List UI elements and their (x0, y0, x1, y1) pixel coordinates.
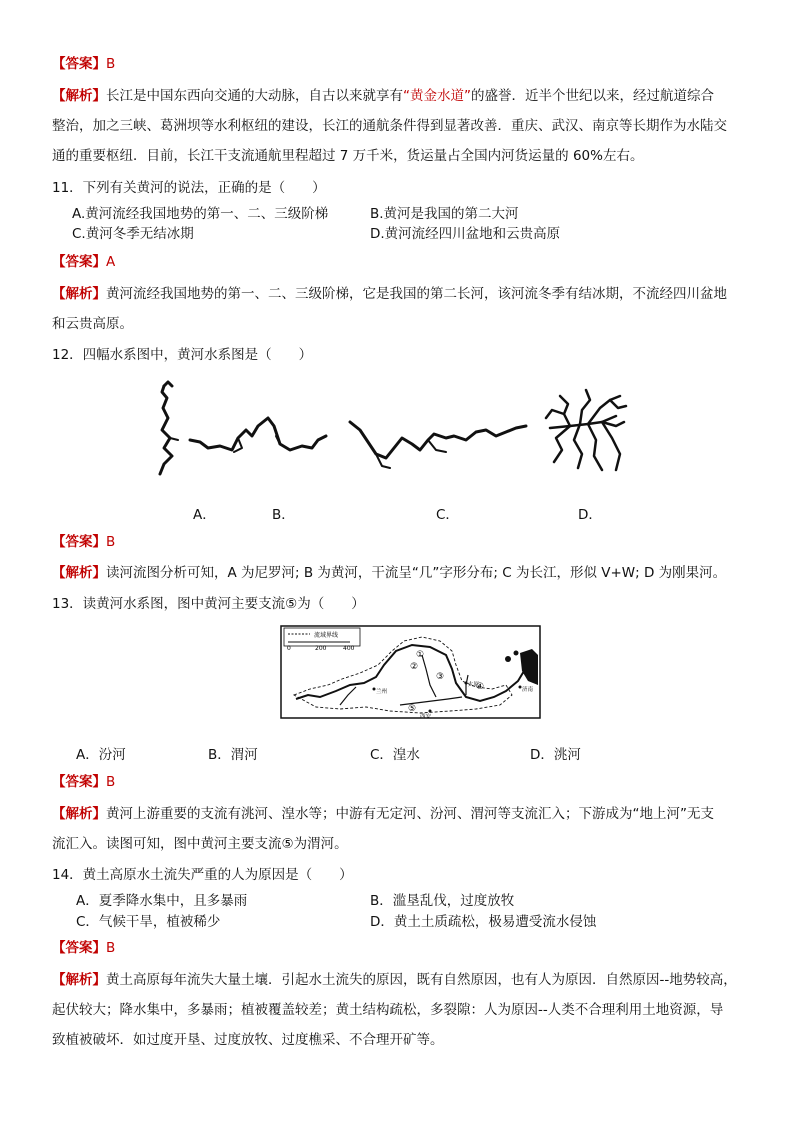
answer-value: B (106, 56, 116, 72)
q11-option-d: D.黄河流经四川盆地和云贵高原 (370, 226, 561, 242)
answer-value: B (106, 774, 116, 790)
scale-200: 200 (315, 645, 327, 652)
river-b-yellow (190, 418, 326, 450)
answer-tag: 【答案】 (52, 56, 106, 72)
q10-analysis-line-3: 通的重要枢纽．目前，长江干支流通航里程超过 7 万千米，货运量占全国内河货运量的 60%左右。 (52, 148, 644, 164)
q12-stem: 12．四幅水系图中，黄河水系图是（ ） (52, 347, 313, 363)
q13-analysis-line-2: 流汇入。读图可知，图中黄河主要支流⑤为渭河。 (52, 836, 348, 852)
answer-tag: 【答案】 (52, 534, 106, 550)
q13-option-b: B．渭河 (208, 747, 258, 763)
q10-answer-line (52, 54, 115, 74)
q14-option-d: D．黄土土质疏松，极易遭受流水侵蚀 (370, 914, 597, 930)
place-lanzhou: 兰州 (376, 689, 388, 695)
analysis-text: 的盛誉．近半个世纪以来，经过航道综合 (471, 88, 714, 104)
analysis-tag: 【解析】 (52, 806, 106, 822)
q11-analysis-line-2: 和云贵高原。 (52, 316, 133, 332)
q14-option-c: C．气候干旱，植被稀少 (76, 914, 221, 930)
place-taiyuan: 太原 (468, 682, 480, 688)
analysis-tag: 【解析】 (52, 286, 106, 302)
analysis-text: 黄河上游重要的支流有洮河、湟水等；中游有无定河、汾河、渭河等支流汇入；下游成为“地上河”无支 (106, 806, 714, 822)
q13-option-c: C．湟水 (370, 747, 420, 763)
marker-3: ③ (436, 672, 445, 682)
analysis-highlight: “黄金水道” (403, 88, 471, 104)
answer-value: B (106, 940, 116, 956)
q14-analysis-line-3: 致植被破坏．如过度开垦、过度放牧、过度樵采、不合理开矿等。 (52, 1032, 444, 1048)
legend-label: 流域界线 (314, 632, 339, 639)
q11-option-b: B.黄河是我国的第二大河 (370, 206, 519, 222)
analysis-tag: 【解析】 (52, 565, 106, 581)
answer-value: A (106, 254, 116, 270)
marker-1-north: ① (416, 650, 425, 660)
q11-option-c: C.黄河冬季无结冰期 (72, 226, 194, 242)
marker-2: ② (410, 662, 419, 672)
place-xian: 西安 (420, 714, 432, 720)
q14-stem: 14．黄土高原水土流失严重的人为原因是（ ） (52, 867, 353, 883)
figure-label-c: C． (436, 507, 459, 523)
analysis-tag: 【解析】 (52, 88, 106, 104)
q13-stem: 13．读黄河水系图，图中黄河主要支流⑤为（ ） (52, 596, 365, 612)
scale-400: 400 (343, 645, 355, 652)
q10-analysis-line-1 (52, 86, 714, 106)
answer-tag: 【答案】 (52, 940, 106, 956)
marker-5: ⑤ (408, 704, 417, 714)
yellow-river-map (280, 625, 542, 720)
q13-option-d: D．洮河 (530, 747, 581, 763)
q11-answer-line (52, 252, 115, 272)
place-jinan: 济南 (522, 687, 534, 693)
answer-tag: 【答案】 (52, 774, 106, 790)
analysis-text: 黄土高原每年流失大量土壤．引起水土流失的原因，既有自然原因，也有人为原因．自然原因--地势较高， (106, 972, 737, 988)
figure-label-d: D． (578, 507, 602, 523)
q12-answer-line (52, 532, 115, 552)
q12-analysis-line-1 (52, 563, 726, 583)
river-systems-figure (150, 378, 630, 488)
figure-label-a: A． (193, 507, 216, 523)
answer-tag: 【答案】 (52, 254, 106, 270)
analysis-text: 黄河流经我国地势的第一、二、三级阶梯，它是我国的第二长河，该河流冬季有结冰期，不流经四川盆地 (106, 286, 727, 302)
q13-answer-line (52, 772, 115, 792)
q11-stem: 11．下列有关黄河的说法，正确的是（ ） (52, 180, 326, 196)
q14-analysis-line-2: 起伏较大；降水集中，多暴雨；植被覆盖较差；黄土结构疏松，多裂隙：人为原因--人类不合理利用土地资源，导 (52, 1002, 724, 1018)
q11-option-a: A.黄河流经我国地势的第一、二、三级阶梯 (72, 206, 329, 222)
q11-analysis-line-1 (52, 284, 727, 304)
river-c-yangtze (350, 422, 526, 458)
q14-option-b: B．滥垦乱伐，过度放牧 (370, 893, 515, 909)
analysis-text: 长江是中国东西向交通的大动脉，自古以来就享有 (106, 88, 403, 104)
q14-analysis-line-1 (52, 970, 737, 990)
analysis-tag: 【解析】 (52, 972, 106, 988)
scale-0: 0 (287, 645, 291, 652)
river-d-congo (546, 390, 626, 470)
q10-analysis-line-2: 整治，加之三峡、葛洲坝等水利枢纽的建设，长江的通航条件得到显著改善．重庆、武汉、南京等长期作为水陆交 (52, 118, 727, 134)
figure-label-b: B． (272, 507, 295, 523)
q13-option-a: A．汾河 (76, 747, 126, 763)
marker-4: ④ (476, 682, 485, 692)
q14-answer-line (52, 938, 115, 958)
river-a-nile (160, 386, 172, 474)
q14-option-a: A．夏季降水集中，且多暴雨 (76, 893, 248, 909)
q13-analysis-line-1 (52, 804, 714, 824)
answer-value: B (106, 534, 116, 550)
analysis-text: 读河流图分析可知，A 为尼罗河; B 为黄河，干流呈“几”字形分布; C 为长江，形似 V+W; D 为刚果河。 (106, 565, 727, 581)
